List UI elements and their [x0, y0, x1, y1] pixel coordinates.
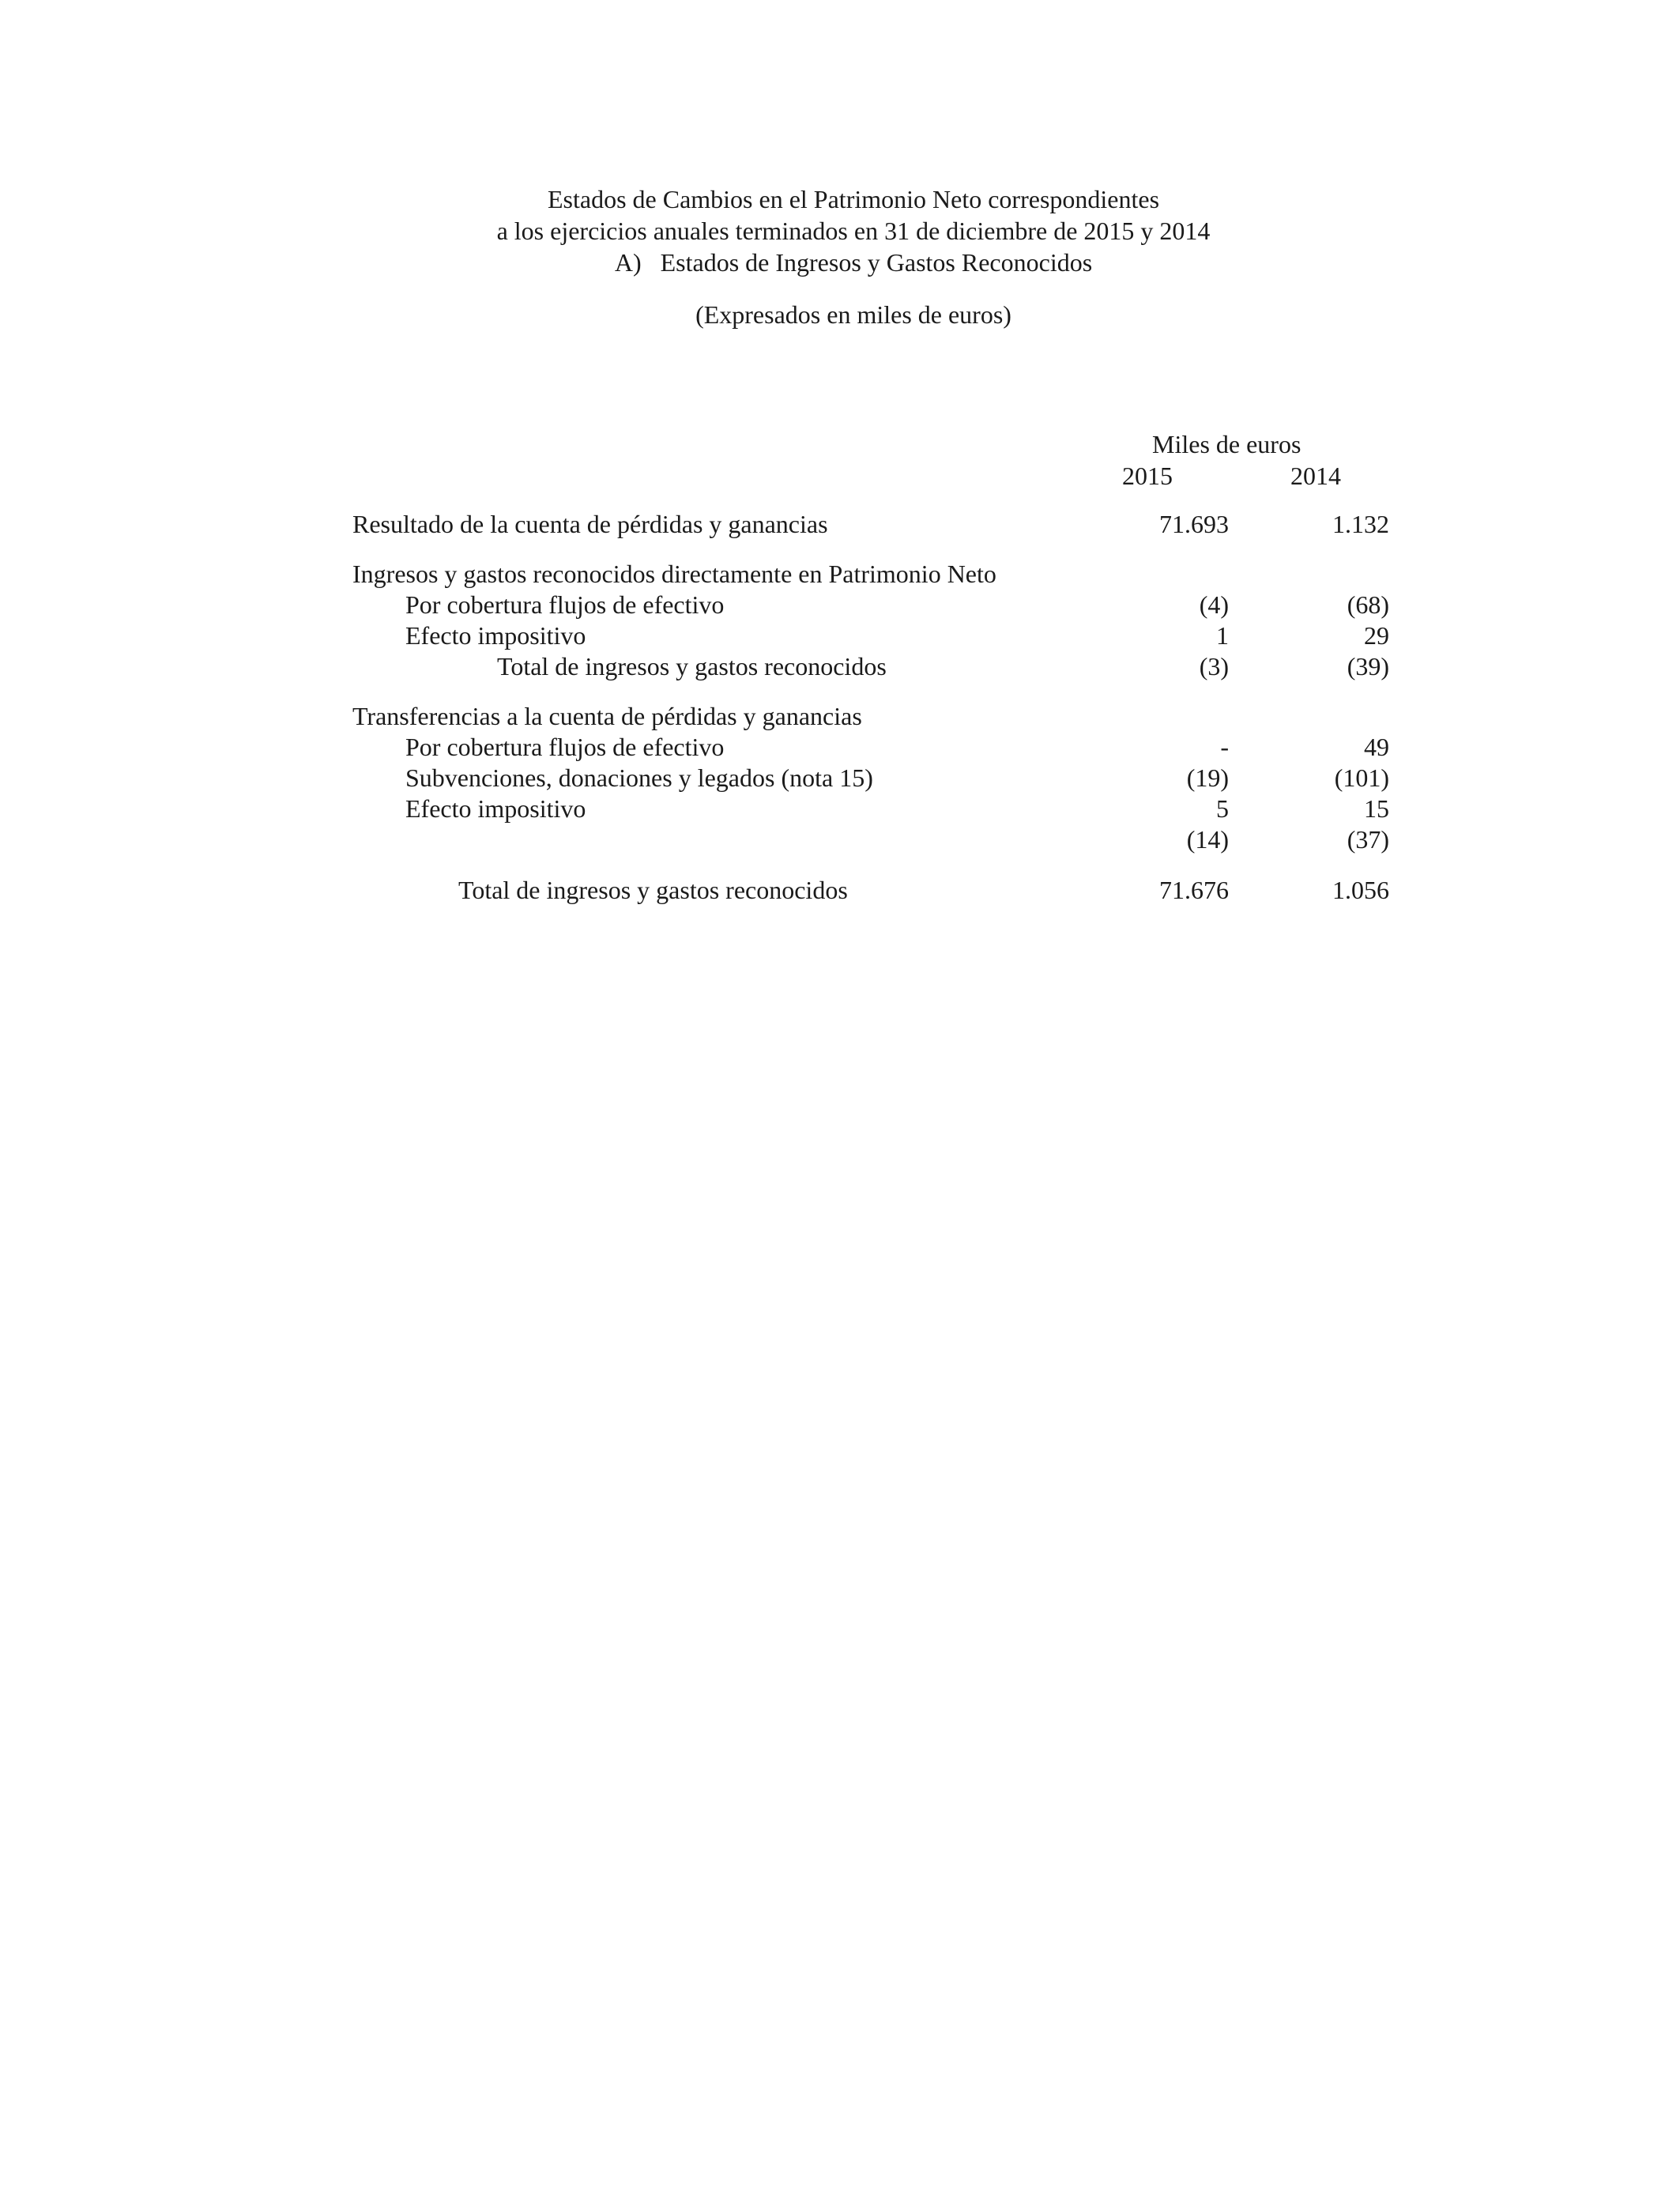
table-row [0, 824, 1680, 855]
year-header-2015: 2015 [1122, 462, 1173, 490]
value-2015: (3) [1199, 652, 1229, 680]
value-2014: 29 [1364, 621, 1389, 650]
table-row [0, 874, 1680, 906]
value-2014: (39) [1347, 652, 1389, 680]
value-2015: 71.693 [1159, 510, 1229, 538]
title-line-3: A) Estados de Ingresos y Gastos Reconocidos [614, 248, 1093, 277]
value-2015: (19) [1186, 763, 1229, 792]
value-2015: (4) [1199, 590, 1229, 619]
value-2015: - [1220, 733, 1229, 761]
row-label: Transferencias a la cuenta de pérdidas y ganancias [352, 702, 862, 730]
table-row [0, 650, 1680, 682]
value-2014: (101) [1334, 763, 1389, 792]
table-row [0, 700, 1680, 732]
value-2014: 49 [1364, 733, 1389, 761]
row-label: Subvenciones, donaciones y legados (nota 15) [405, 763, 873, 792]
row-label: Total de ingresos y gastos reconocidos [497, 652, 887, 680]
table-row [0, 731, 1680, 763]
row-label: Por cobertura flujos de efectivo [405, 590, 725, 619]
table-row [0, 793, 1680, 824]
table-row [0, 620, 1680, 651]
row-label: Por cobertura flujos de efectivo [405, 733, 725, 761]
value-2014: 1.056 [1332, 876, 1389, 904]
statement-subtitle: (Expresados en miles de euros) [695, 300, 1011, 329]
value-2015: 1 [1216, 621, 1229, 650]
title-line-2: a los ejercicios anuales terminados en 31 de diciembre de 2015 y 2014 [496, 217, 1211, 245]
value-2014: 15 [1364, 794, 1389, 823]
value-2015: 71.676 [1159, 876, 1229, 904]
unit-header: Miles de euros [1152, 430, 1301, 458]
row-label: Ingresos y gastos reconocidos directamente en Patrimonio Neto [352, 560, 996, 588]
row-label: Efecto impositivo [405, 621, 586, 650]
year-header-2014: 2014 [1290, 462, 1341, 490]
value-2014: (68) [1347, 590, 1389, 619]
row-label: Efecto impositivo [405, 794, 586, 823]
title-line-1: Estados de Cambios en el Patrimonio Neto correspondientes [547, 185, 1160, 213]
statement-title [0, 183, 1680, 278]
table-row [0, 558, 1680, 590]
row-label: Resultado de la cuenta de pérdidas y ganancias [352, 510, 828, 538]
value-2015: (14) [1186, 825, 1229, 854]
value-2014: 1.132 [1332, 510, 1389, 538]
value-2015: 5 [1216, 794, 1229, 823]
value-2014: (37) [1347, 825, 1389, 854]
row-label: Total de ingresos y gastos reconocidos [458, 876, 848, 904]
table-row [0, 762, 1680, 794]
table-row [0, 508, 1680, 540]
table-row [0, 589, 1680, 620]
